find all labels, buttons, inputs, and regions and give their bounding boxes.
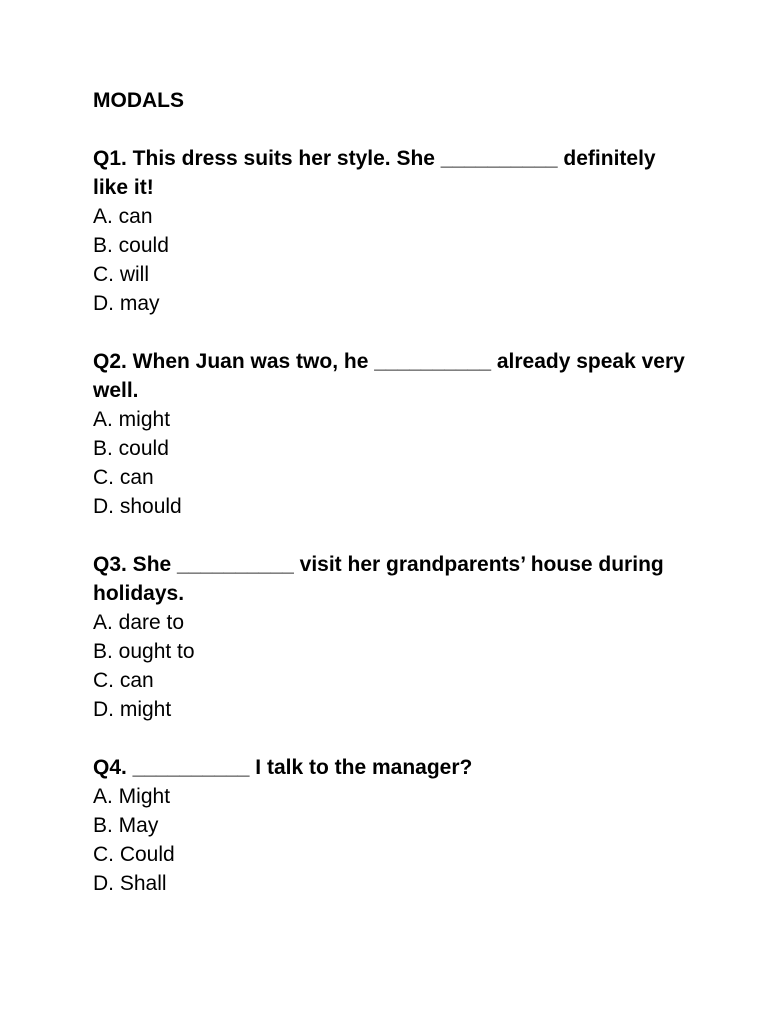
option-b: B. could	[93, 234, 169, 257]
option-c: C. can	[93, 669, 154, 692]
option-a: A. can	[93, 205, 153, 228]
question-1	[93, 144, 693, 318]
option-b: B. May	[93, 814, 159, 837]
answer-options	[93, 405, 693, 521]
option-a: A. might	[93, 408, 171, 431]
question-text: Q3. She __________ visit her grandparents’ house during holidays.	[93, 553, 664, 605]
worksheet-page	[93, 86, 693, 927]
option-b: B. could	[93, 437, 169, 460]
question-text: Q2. When Juan was two, he __________ already speak very well.	[93, 350, 685, 402]
option-d: D. Shall	[93, 872, 167, 895]
option-d: D. should	[93, 495, 182, 518]
answer-options	[93, 782, 693, 898]
page-title: MODALS	[93, 89, 184, 112]
option-d: D. might	[93, 698, 172, 721]
question-3	[93, 550, 693, 724]
answer-options	[93, 608, 693, 724]
option-a: A. Might	[93, 785, 171, 808]
option-d: D. may	[93, 292, 160, 315]
question-text: Q1. This dress suits her style. She __________ definitely like it!	[93, 147, 656, 199]
option-b: B. ought to	[93, 640, 195, 663]
option-c: C. Could	[93, 843, 175, 866]
option-c: C. can	[93, 466, 154, 489]
option-c: C. will	[93, 263, 149, 286]
option-a: A. dare to	[93, 611, 185, 634]
question-text: Q4. __________ I talk to the manager?	[93, 756, 473, 779]
answer-options	[93, 202, 693, 318]
question-4	[93, 753, 693, 898]
question-2	[93, 347, 693, 521]
